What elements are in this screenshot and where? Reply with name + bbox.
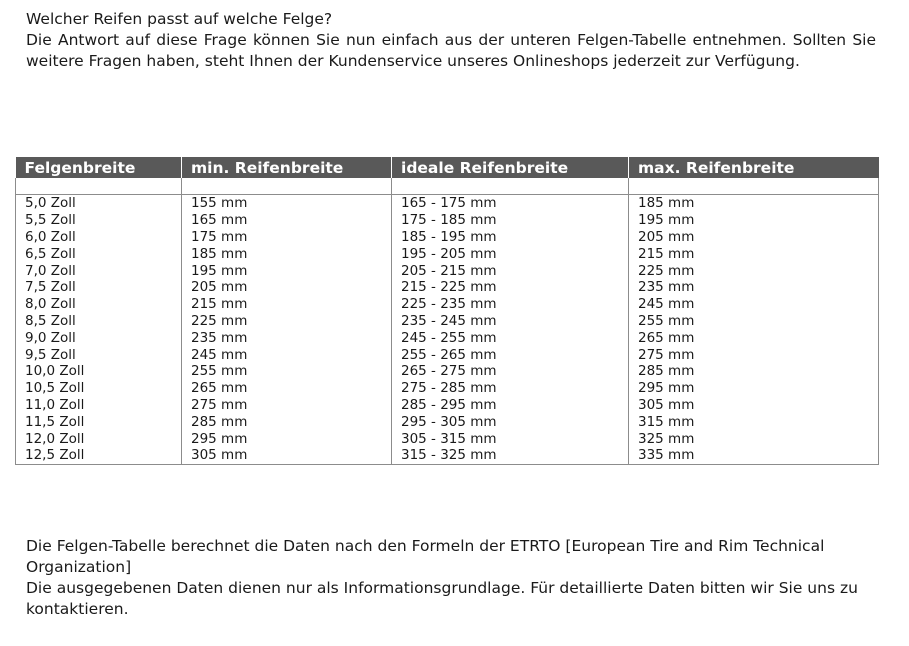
header-rim-width: Felgenbreite [16, 157, 182, 178]
intro-text [26, 9, 876, 72]
cell-min-tire-width: 185 mm [182, 245, 392, 262]
table-row [16, 195, 879, 212]
outro-disclaimer: Die ausgegebenen Daten dienen nur als Informationsgrundlage. Für detaillierte Daten bitten wir Sie uns zu kontaktieren. [26, 579, 858, 618]
cell-max-tire-width: 295 mm [629, 380, 879, 397]
cell-rim-width: 8,0 Zoll [16, 296, 182, 313]
cell-min-tire-width: 295 mm [182, 430, 392, 447]
table-row [16, 413, 879, 430]
cell-ideal-tire-width: 185 - 195 mm [392, 229, 629, 246]
cell-max-tire-width: 225 mm [629, 262, 879, 279]
header-ideal-tire-width: ideale Reifenbreite [392, 157, 629, 178]
cell-max-tire-width: 235 mm [629, 279, 879, 296]
cell-max-tire-width: 265 mm [629, 329, 879, 346]
cell-max-tire-width: 205 mm [629, 229, 879, 246]
table-row [16, 245, 879, 262]
cell-rim-width: 9,5 Zoll [16, 346, 182, 363]
cell-ideal-tire-width: 245 - 255 mm [392, 329, 629, 346]
cell-min-tire-width: 225 mm [182, 313, 392, 330]
cell-ideal-tire-width: 215 - 225 mm [392, 279, 629, 296]
cell-min-tire-width: 275 mm [182, 397, 392, 414]
cell-min-tire-width: 165 mm [182, 212, 392, 229]
cell-min-tire-width: 205 mm [182, 279, 392, 296]
table-spacer-row [16, 178, 879, 195]
cell-min-tire-width: 305 mm [182, 447, 392, 464]
cell-max-tire-width: 285 mm [629, 363, 879, 380]
cell-rim-width: 7,0 Zoll [16, 262, 182, 279]
cell-rim-width: 6,5 Zoll [16, 245, 182, 262]
cell-ideal-tire-width: 265 - 275 mm [392, 363, 629, 380]
table-row [16, 296, 879, 313]
table-row [16, 313, 879, 330]
cell-max-tire-width: 245 mm [629, 296, 879, 313]
table-row [16, 212, 879, 229]
cell-rim-width: 11,5 Zoll [16, 413, 182, 430]
cell-min-tire-width: 175 mm [182, 229, 392, 246]
cell-rim-width: 6,0 Zoll [16, 229, 182, 246]
cell-rim-width: 8,5 Zoll [16, 313, 182, 330]
cell-min-tire-width: 285 mm [182, 413, 392, 430]
cell-max-tire-width: 255 mm [629, 313, 879, 330]
cell-ideal-tire-width: 255 - 265 mm [392, 346, 629, 363]
cell-ideal-tire-width: 235 - 245 mm [392, 313, 629, 330]
cell-min-tire-width: 155 mm [182, 195, 392, 212]
table-row [16, 262, 879, 279]
table-row [16, 279, 879, 296]
cell-ideal-tire-width: 305 - 315 mm [392, 430, 629, 447]
cell-ideal-tire-width: 295 - 305 mm [392, 413, 629, 430]
cell-min-tire-width: 195 mm [182, 262, 392, 279]
cell-max-tire-width: 305 mm [629, 397, 879, 414]
cell-max-tire-width: 215 mm [629, 245, 879, 262]
cell-ideal-tire-width: 225 - 235 mm [392, 296, 629, 313]
cell-ideal-tire-width: 165 - 175 mm [392, 195, 629, 212]
table-row [16, 346, 879, 363]
table-row [16, 229, 879, 246]
table-header-row [16, 157, 879, 178]
table-row [16, 380, 879, 397]
header-max-tire-width: max. Reifenbreite [629, 157, 879, 178]
cell-ideal-tire-width: 315 - 325 mm [392, 447, 629, 464]
cell-ideal-tire-width: 205 - 215 mm [392, 262, 629, 279]
table-body [16, 178, 879, 464]
cell-rim-width: 7,5 Zoll [16, 279, 182, 296]
cell-max-tire-width: 185 mm [629, 195, 879, 212]
intro-question: Welcher Reifen passt auf welche Felge? [26, 10, 333, 28]
cell-ideal-tire-width: 195 - 205 mm [392, 245, 629, 262]
cell-min-tire-width: 245 mm [182, 346, 392, 363]
table-row [16, 363, 879, 380]
cell-rim-width: 5,0 Zoll [16, 195, 182, 212]
cell-min-tire-width: 235 mm [182, 329, 392, 346]
cell-rim-width: 12,5 Zoll [16, 447, 182, 464]
intro-paragraph: Die Antwort auf diese Frage können Sie nun einfach aus der unteren Felgen-Tabelle entnehmen. Sollten Sie weitere Fragen haben, steht Ihnen der Kundenservice unseres Onlineshops jederzeit zur Verfügung. [26, 31, 876, 70]
cell-rim-width: 11,0 Zoll [16, 397, 182, 414]
table-row [16, 329, 879, 346]
table-row [16, 430, 879, 447]
cell-ideal-tire-width: 175 - 185 mm [392, 212, 629, 229]
cell-min-tire-width: 215 mm [182, 296, 392, 313]
cell-max-tire-width: 275 mm [629, 346, 879, 363]
cell-rim-width: 5,5 Zoll [16, 212, 182, 229]
table-row [16, 447, 879, 464]
header-min-tire-width: min. Reifenbreite [182, 157, 392, 178]
cell-max-tire-width: 325 mm [629, 430, 879, 447]
cell-max-tire-width: 195 mm [629, 212, 879, 229]
cell-rim-width: 12,0 Zoll [16, 430, 182, 447]
outro-etrto-note: Die Felgen-Tabelle berechnet die Daten nach den Formeln der ETRTO [European Tire and Rim Technical Organization] [26, 537, 825, 576]
rim-tire-table [15, 157, 879, 465]
cell-rim-width: 9,0 Zoll [16, 329, 182, 346]
cell-rim-width: 10,0 Zoll [16, 363, 182, 380]
cell-ideal-tire-width: 285 - 295 mm [392, 397, 629, 414]
cell-max-tire-width: 315 mm [629, 413, 879, 430]
cell-ideal-tire-width: 275 - 285 mm [392, 380, 629, 397]
outro-text [26, 536, 876, 620]
cell-min-tire-width: 255 mm [182, 363, 392, 380]
cell-min-tire-width: 265 mm [182, 380, 392, 397]
table-row [16, 397, 879, 414]
cell-rim-width: 10,5 Zoll [16, 380, 182, 397]
cell-max-tire-width: 335 mm [629, 447, 879, 464]
